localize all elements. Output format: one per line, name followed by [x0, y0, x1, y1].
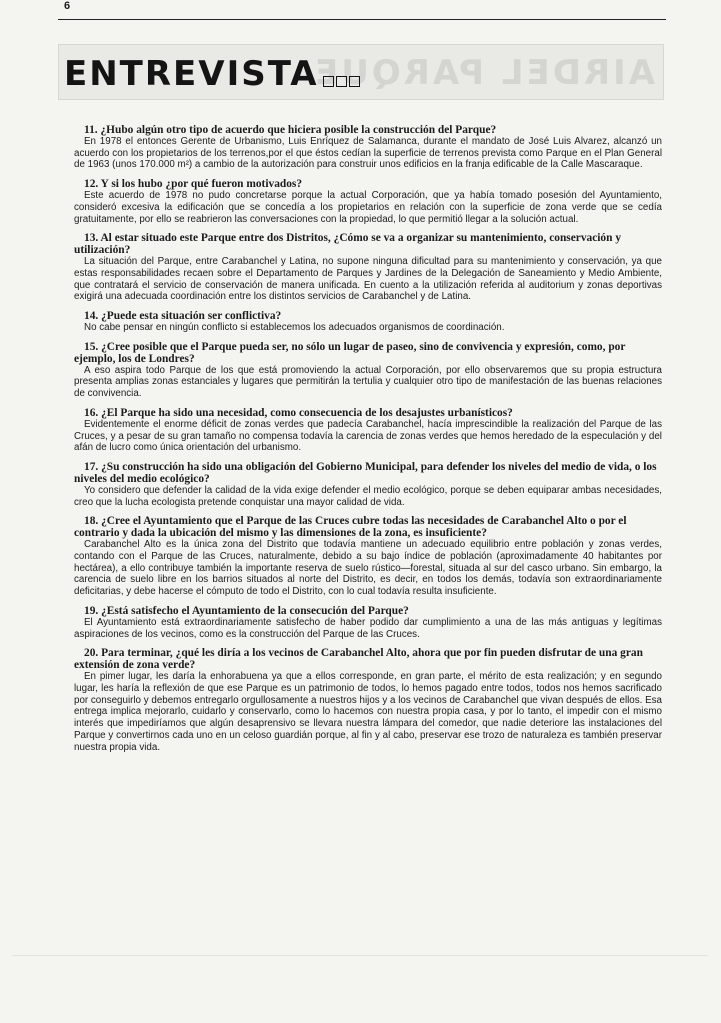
qa-item-11: [74, 124, 662, 171]
question-15: 15. ¿Cree posible que el Parque pueda ser, no sólo un lugar de paseo, sino de convivencia y expresión, como, por ejemplo, los de Londres?: [74, 340, 626, 365]
qa-item-17: [74, 461, 662, 508]
qa-item-16: [74, 407, 662, 454]
question-19: 19. ¿Está satisfecho el Ayuntamiento de la consecución del Parque?: [84, 604, 409, 617]
answer-17: Yo considero que defender la calidad de la vida exige defender el medio ecológico, porque se deben equiparar ambas necesidades, creo que la lucha ecologista pretende conquistar una mayor calidad de vida.: [74, 484, 662, 508]
answer-16: Evidentemente el enorme déficit de zonas verdes que padecía Carabanchel, hacía imprescindible la realización del Parque de las Cruces, y a pesar de su gran tamaño no compensa todavía la carencia de zonas verdes que hemos heredado de la especulación y del afán de lucro como única orientación del urbanismo.: [74, 418, 662, 454]
qa-item-13: [74, 232, 662, 303]
qa-item-20: [74, 647, 662, 753]
question-13: 13. Al estar situado este Parque entre dos Distritos, ¿Cómo se va a organizar su mantenimiento, conservación y utilización?: [74, 232, 622, 257]
qa-item-15: [74, 341, 662, 400]
section-title-text: ENTREVISTA: [64, 54, 319, 94]
qa-item-18: [74, 515, 662, 598]
ghost-banner-text: AIRDEL PARQUE: [311, 53, 655, 93]
page-bottom-edge: [12, 955, 708, 956]
answer-19: El Ayuntamiento está extraordinariamente satisfecho de haber podido dar cumplimiento a una de las más antiguas y legítimas aspiraciones de los vecinos, como es la construcción del Parque de las Cruces.: [74, 616, 662, 640]
qa-item-14: [74, 310, 662, 334]
question-18: 18. ¿Cree el Ayuntamiento que el Parque de las Cruces cubre todas las necesidades de Carabanchel Alto o por el contrario y dada la ubicación del mismo y las dimensiones de la zona, es insuficiente?: [74, 515, 627, 540]
answer-18: Carabanchel Alto es la única zona del Distrito que todavía mantiene un adecuado equilibrio entre población y zonas verdes, contando con el Parque de las Cruces, naturalmente, debido a su bajo índice de población (aproximadamente 40 habitantes por hectárea), a ello contribuye también la importante reserva de suelo rústico—forestal, situada al sur del casco urbano. Sin embargo, la carencia de suelo libre en los barrios situados al norte del Distrito, es decir, en todos los demás, todavía son extraordinariamente deficitarias, y debe hacerse el cómputo de todo el Distrito, con lo cual todavía resulta insuficiente.: [74, 539, 662, 598]
qa-item-12: [74, 178, 662, 225]
question-14: 14. ¿Puede esta situación ser conflictiva?: [84, 310, 282, 323]
question-12: 12. Y si los hubo ¿por qué fueron motivados?: [84, 178, 303, 191]
question-16: 16. ¿El Parque ha sido una necesidad, como consecuencia de los desajustes urbanísticos?: [84, 406, 513, 419]
question-20: 20. Para terminar, ¿qué les diría a los vecinos de Carabanchel Alto, ahora que por fin pueden disfrutar de una gran extensión de zona verde?: [74, 647, 643, 672]
question-17: 17. ¿Su construcción ha sido una obligación del Gobierno Municipal, para defender los niveles del medio de vida, o los niveles del medio ecológico?: [74, 460, 657, 485]
section-title: [64, 54, 360, 94]
title-boxes-icon: [323, 76, 360, 87]
interview-body: [74, 124, 662, 760]
answer-11: En 1978 el entonces Gerente de Urbanismo, Luis Enríquez de Salamanca, durante el mandato de José Luis Alvarez, alcanzó un acuerdo con los propietarios de los terrenos,por el que éstos cedían la superficie de terrenos prevista como Parque en el Plan General de 1963 (unos 170.000 m²) a cambio de la autorización para construir unos edificios en la franja edificable de la Calle Mascaraque.: [74, 136, 662, 171]
top-rule: [58, 19, 666, 20]
answer-20: En pimer lugar, les daría la enhorabuena ya que a ellos corresponde, en gran parte, el mérito de esta realización; y en segundo lugar, les haría la reflexión de que ese Parque es un patrimonio de todos, lo hemos pagado entre todos, todos nos hemos sacrificado por conseguirlo y debemos entregarlo orgullosamente a nuestros hijos y a los vecinos de Carabanchel que vivan después de ellos. Esa entrega implica mejorarlo, cuidarlo y conservarlo, como lo hacemos con nuestra propia casa, y por lo tanto, el impedir con el mismo interés que impediríamos que algún desaprensivo se llevara nuestra lámpara del comedor, que nadie deteriore las instalaciones del Parque y convertirnos cada uno en un celoso guardián porque, al fin y al cabo, preservar ese trozo de naturaleza es también preservar nuestra propia vida.: [74, 671, 662, 753]
qa-item-19: [74, 605, 662, 640]
answer-14: No cabe pensar en ningún conflicto si establecemos los adecuados organismos de coordinación.: [84, 322, 505, 334]
answer-12: Este acuerdo de 1978 no pudo concretarse porque la actual Corporación, que ya había tomado posesión del Ayuntamiento, consideró excesiva la edificación que se concedía a los propietarios en relación con la superficie de zona verde que se cedía gratuitamente, por ello se reabrieron las conversaciones con la propiedad, lo que permitió llegar a la solución actual.: [74, 190, 662, 225]
page-number: 6: [64, 0, 71, 12]
question-11: 11. ¿Hubo algún otro tipo de acuerdo que hiciera posible la construcción del Parque?: [84, 124, 497, 136]
answer-15: A eso aspira todo Parque de los que está promoviendo la actual Corporación, por ello observaremos que su propia estructura presenta amplias zonas estanciales y lugares que permitirán la tertulia y cualquier otro tipo de manifestación de las buenas relaciones de convivencia.: [74, 364, 662, 400]
answer-13: La situación del Parque, entre Carabanchel y Latina, no supone ninguna dificultad para su mantenimiento y conservación, ya que estas responsabilidades recaen sobre el Departamento de Parques y Jardines de la Delegación de Saneamiento y Medio Ambiente, que contratará el servicio de conservación de manera unificada. En cuento a la utilización referida al auditorium y zonas deportivas exigirá una adecuada coordinación entre los distintos servicios de Carabanchel y de Latina.: [74, 256, 662, 303]
